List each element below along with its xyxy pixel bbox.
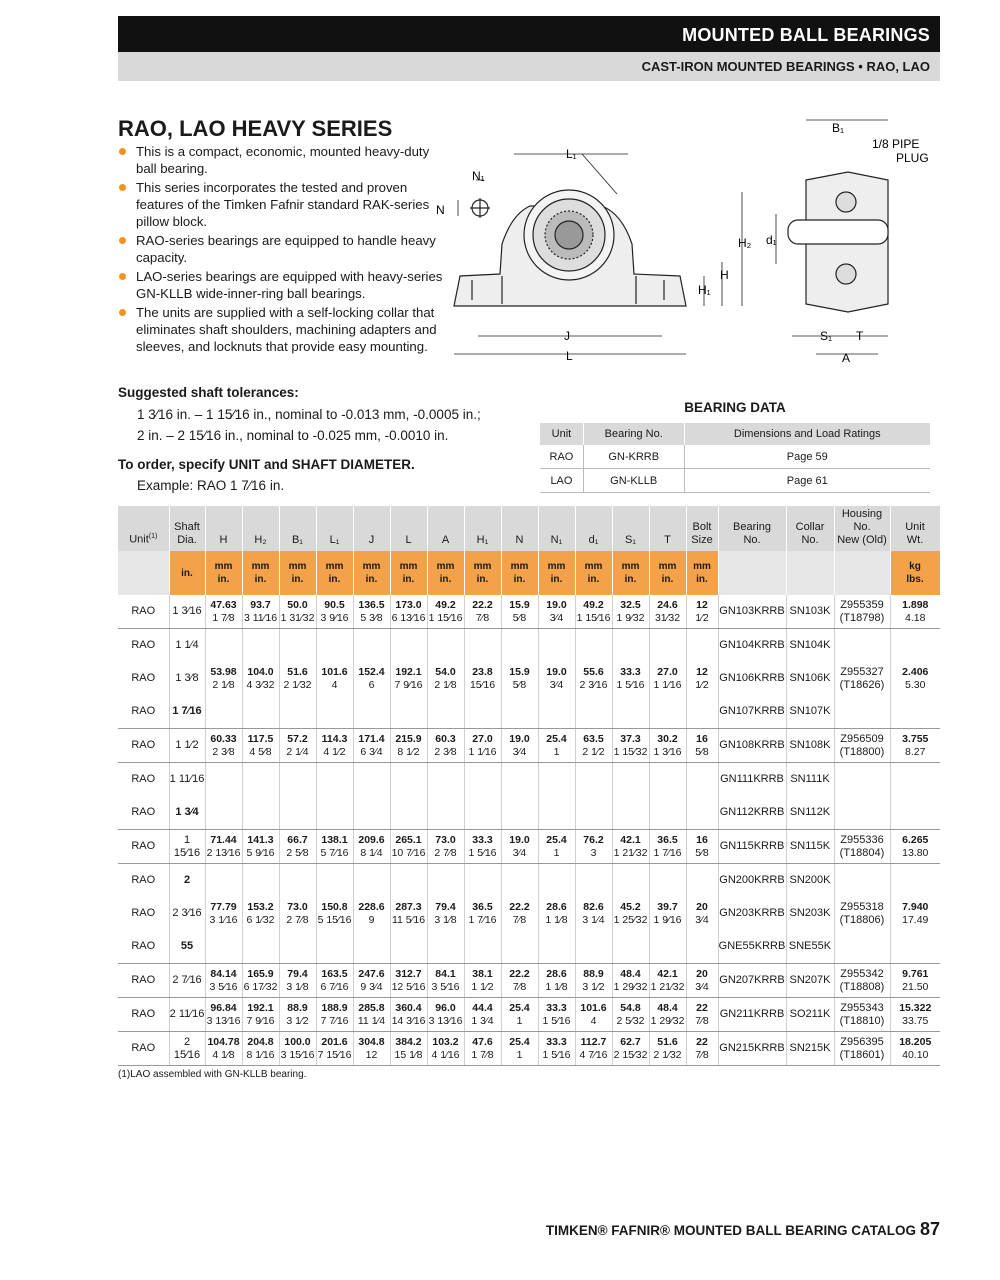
table-row: RAO 2 GN200KRRB SN200K [118, 864, 940, 898]
tolerance-line-2: 2 in. – 2 15⁄16 in., nominal to -0.025 mm, -0.0010 in. [137, 428, 449, 443]
label-s1: S₁ [820, 329, 833, 343]
list-item: RAO-series bearings are equipped to handle heavy capacity. [118, 232, 448, 266]
bullet-icon [119, 237, 126, 244]
table-header-row [540, 423, 930, 445]
col-bearing: Bearing No. [718, 506, 786, 551]
col-dim: H [205, 506, 242, 551]
category-title: MOUNTED BALL BEARINGS [682, 25, 930, 45]
table-row: RAO 1 3⁄4 GN112KRRB SN112K [118, 796, 940, 830]
label-pipe-1: 1/8 PIPE [872, 137, 920, 151]
subcategory-title: CAST-IRON MOUNTED BEARINGS • RAO, LAO [641, 59, 930, 74]
col-collar: Collar No. [786, 506, 834, 551]
table-header-row [118, 506, 940, 551]
bullet-icon [119, 309, 126, 316]
bullet-icon [119, 273, 126, 280]
table-row: RAO 1 7⁄16 GN107KRRB SN107K [118, 695, 940, 729]
category-banner [118, 16, 940, 52]
bearing-data-table [540, 423, 930, 493]
catalog-title: TIMKEN® FAFNIR® MOUNTED BALL BEARING CATALOG [545, 1223, 916, 1238]
label-pipe-2: PLUG [896, 151, 929, 165]
col-dimensions: Dimensions and Load Ratings [684, 423, 930, 445]
label-h1: H₁ [698, 283, 711, 297]
table-row: RAO 1 11⁄16 GN111KRRB SN111K [118, 763, 940, 797]
label-n: N [436, 203, 445, 217]
table-row: RAO GN-KRRB Page 59 [540, 445, 930, 469]
table-row: RAO 1 3⁄8 53.98 2 1⁄8 104.0 4 3⁄32 51.6 2 1⁄32 101.6 4 152.4 6 192.1 7 9⁄16 54.0 2 1⁄8 23.8 15⁄16 15.9 5⁄8 19.0 3⁄4 55.6 2 3⁄16 33.3 1 5⁄16 27.0 1 1⁄16 12 1⁄2 GN106KRRB SN106K Z955327 (T18626) 2.406 5.30 [118, 662, 940, 695]
col-dim: N [501, 506, 538, 551]
col-bolt: Bolt Size [686, 506, 718, 551]
pillow-block-drawing [432, 114, 940, 370]
label-t: T [856, 329, 864, 343]
label-d1: d₁ [766, 233, 777, 247]
label-b1: B₁ [832, 121, 845, 135]
table-row: RAO 2 7⁄16 84.14 3 5⁄16 165.9 6 17⁄32 79.4 3 1⁄8 163.5 6 7⁄16 247.6 9 3⁄4 312.7 12 5⁄16 84.1 3 5⁄16 38.1 1 1⁄2 22.2 7⁄8 28.6 1 1⁄8 88.9 3 1⁄2 48.4 1 29⁄32 42.1 1 21⁄32 20 3⁄4 GN207KRRB SN207K Z955342 (T18808) 9.761 21.50 [118, 964, 940, 998]
list-item: The units are supplied with a self-locking collar that eliminates shaft shoulders, machining adapters and sleeves, and locknuts that provide easy mounting. [118, 304, 448, 355]
units-row: in. mm in. mm in. mm in. mm in. mm in. mm in. mm in. mm in. mm in. mm in. mm in. mm in. mm in. mm in. kg lbs. [118, 551, 940, 595]
tolerance-line-1: 1 3⁄16 in. – 1 15⁄16 in., nominal to -0.013 mm, -0.0005 in.; [137, 407, 481, 422]
catalog-footer [546, 1219, 940, 1240]
feature-list [118, 143, 448, 357]
col-dim: J [353, 506, 390, 551]
label-h2: H₂ [738, 236, 752, 250]
tolerances-heading: Suggested shaft tolerances: [118, 385, 299, 400]
list-item: This is a compact, economic, mounted heavy-duty ball bearing. [118, 143, 448, 177]
label-a: A [842, 351, 851, 365]
label-h: H [720, 268, 729, 282]
col-unit: Unit [540, 423, 583, 445]
label-l: L [566, 349, 573, 363]
page-title: RAO, LAO HEAVY SERIES [118, 116, 393, 141]
label-l1: L₁ [566, 147, 577, 161]
order-example: Example: RAO 1 7⁄16 in. [137, 478, 285, 493]
table-row: RAO 1 1⁄4 GN104KRRB SN104K [118, 629, 940, 663]
col-housing: Housing No. New (Old) [834, 506, 890, 551]
col-dim: B₁ [279, 506, 316, 551]
table-row: RAO 1 15⁄16 71.44 2 13⁄16 141.3 5 9⁄16 66.7 2 5⁄8 138.1 5 7⁄16 209.6 8 1⁄4 265.1 10 7⁄16 73.0 2 7⁄8 33.3 1 5⁄16 19.0 3⁄4 25.4 1 76.2 3 42.1 1 21⁄32 36.5 1 7⁄16 16 5⁄8 GN115KRRB SN115K Z955336 (T18804) 6.265 13.80 [118, 830, 940, 864]
list-item: This series incorporates the tested and proven features of the Timken Fafnir standard RAK-series pillow block. [118, 179, 448, 230]
subcategory-banner [118, 52, 940, 81]
footnote: (1)LAO assembled with GN-KLLB bearing. [118, 1069, 307, 1080]
table-row: RAO 2 3⁄16 77.79 3 1⁄16 153.2 6 1⁄32 73.0 2 7⁄8 150.8 5 15⁄16 228.6 9 287.3 11 5⁄16 79.4 3 1⁄8 36.5 1 7⁄16 22.2 7⁄8 28.6 1 1⁄8 82.6 3 1⁄4 45.2 1 25⁄32 39.7 1 9⁄16 20 3⁄4 GN203KRRB SN203K Z955318 (T18806) 7.940 17.49 [118, 897, 940, 930]
list-item: LAO-series bearings are equipped with heavy-series GN-KLLB wide-inner-ring ball bearings. [118, 268, 448, 302]
col-dim: T [649, 506, 686, 551]
table-row: LAO GN-KLLB Page 61 [540, 469, 930, 493]
order-heading: To order, specify UNIT and SHAFT DIAMETER. [118, 457, 415, 472]
table-row: RAO 2 11⁄16 96.84 3 13⁄16 192.1 7 9⁄16 88.9 3 1⁄2 188.9 7 7⁄16 285.8 11 1⁄4 360.4 14 3⁄16 96.0 3 13⁄16 44.4 1 3⁄4 25.4 1 33.3 1 5⁄16 101.6 4 54.8 2 5⁄32 48.4 1 29⁄32 22 7⁄8 GN211KRRB SO211K Z955343 (T18810) 15.322 33.75 [118, 998, 940, 1032]
table-row: RAO 1 1⁄2 60.33 2 3⁄8 117.5 4 5⁄8 57.2 2 1⁄4 114.3 4 1⁄2 171.4 6 3⁄4 215.9 8 1⁄2 60.3 2 3⁄8 27.0 1 1⁄16 19.0 3⁄4 25.4 1 63.5 2 1⁄2 37.3 1 15⁄32 30.2 1 3⁄16 16 5⁄8 GN108KRRB SN108K Z956509 (T18800) 3.755 8.27 [118, 729, 940, 763]
bearing-data-title: BEARING DATA [684, 400, 786, 415]
table-row: RAO 55 GNE55KRRB SNE55K [118, 930, 940, 964]
page-number: 87 [919, 1219, 940, 1239]
label-j: J [564, 329, 570, 343]
col-dim: H₂ [242, 506, 279, 551]
col-dim: L [390, 506, 427, 551]
col-bearing-no: Bearing No. [583, 423, 684, 445]
col-dim: d₁ [575, 506, 612, 551]
bullet-icon [119, 148, 126, 155]
bullet-icon [119, 184, 126, 191]
table-row: RAO 2 15⁄16 104.78 4 1⁄8 204.8 8 1⁄16 100.0 3 15⁄16 201.6 7 15⁄16 304.8 12 384.2 15 1⁄8 103.2 4 1⁄16 47.6 1 7⁄8 25.4 1 33.3 1 5⁄16 112.7 4 7⁄16 62.7 2 15⁄32 51.6 2 1⁄32 22 7⁄8 GN215KRRB SN215K Z956395 (T18601) 18.205 40.10 [118, 1032, 940, 1066]
front-view [454, 190, 686, 306]
col-weight: Unit Wt. [890, 506, 940, 551]
col-unit: Unit$^{(1)}$ [118, 506, 169, 551]
col-shaft: Shaft Dia. [169, 506, 205, 551]
col-dim: N₁ [538, 506, 575, 551]
label-n1: N₁ [472, 169, 485, 183]
col-dim: S₁ [612, 506, 649, 551]
col-dim: A [427, 506, 464, 551]
col-dim: L₁ [316, 506, 353, 551]
dimensions-table [118, 506, 941, 1066]
table-row: RAO 1 3⁄16 47.63 1 7⁄8 93.7 3 11⁄16 50.0 1 31⁄32 90.5 3 9⁄16 136.5 5 3⁄8 173.0 6 13⁄16 49.2 1 15⁄16 22.2 7⁄8 15.9 5⁄8 19.0 3⁄4 49.2 1 15⁄16 32.5 1 9⁄32 24.6 31⁄32 12 1⁄2 GN103KRRB SN103K Z955359 (T18798) 1.898 4.18 [118, 595, 940, 629]
col-dim: H₁ [464, 506, 501, 551]
side-view [776, 120, 888, 354]
